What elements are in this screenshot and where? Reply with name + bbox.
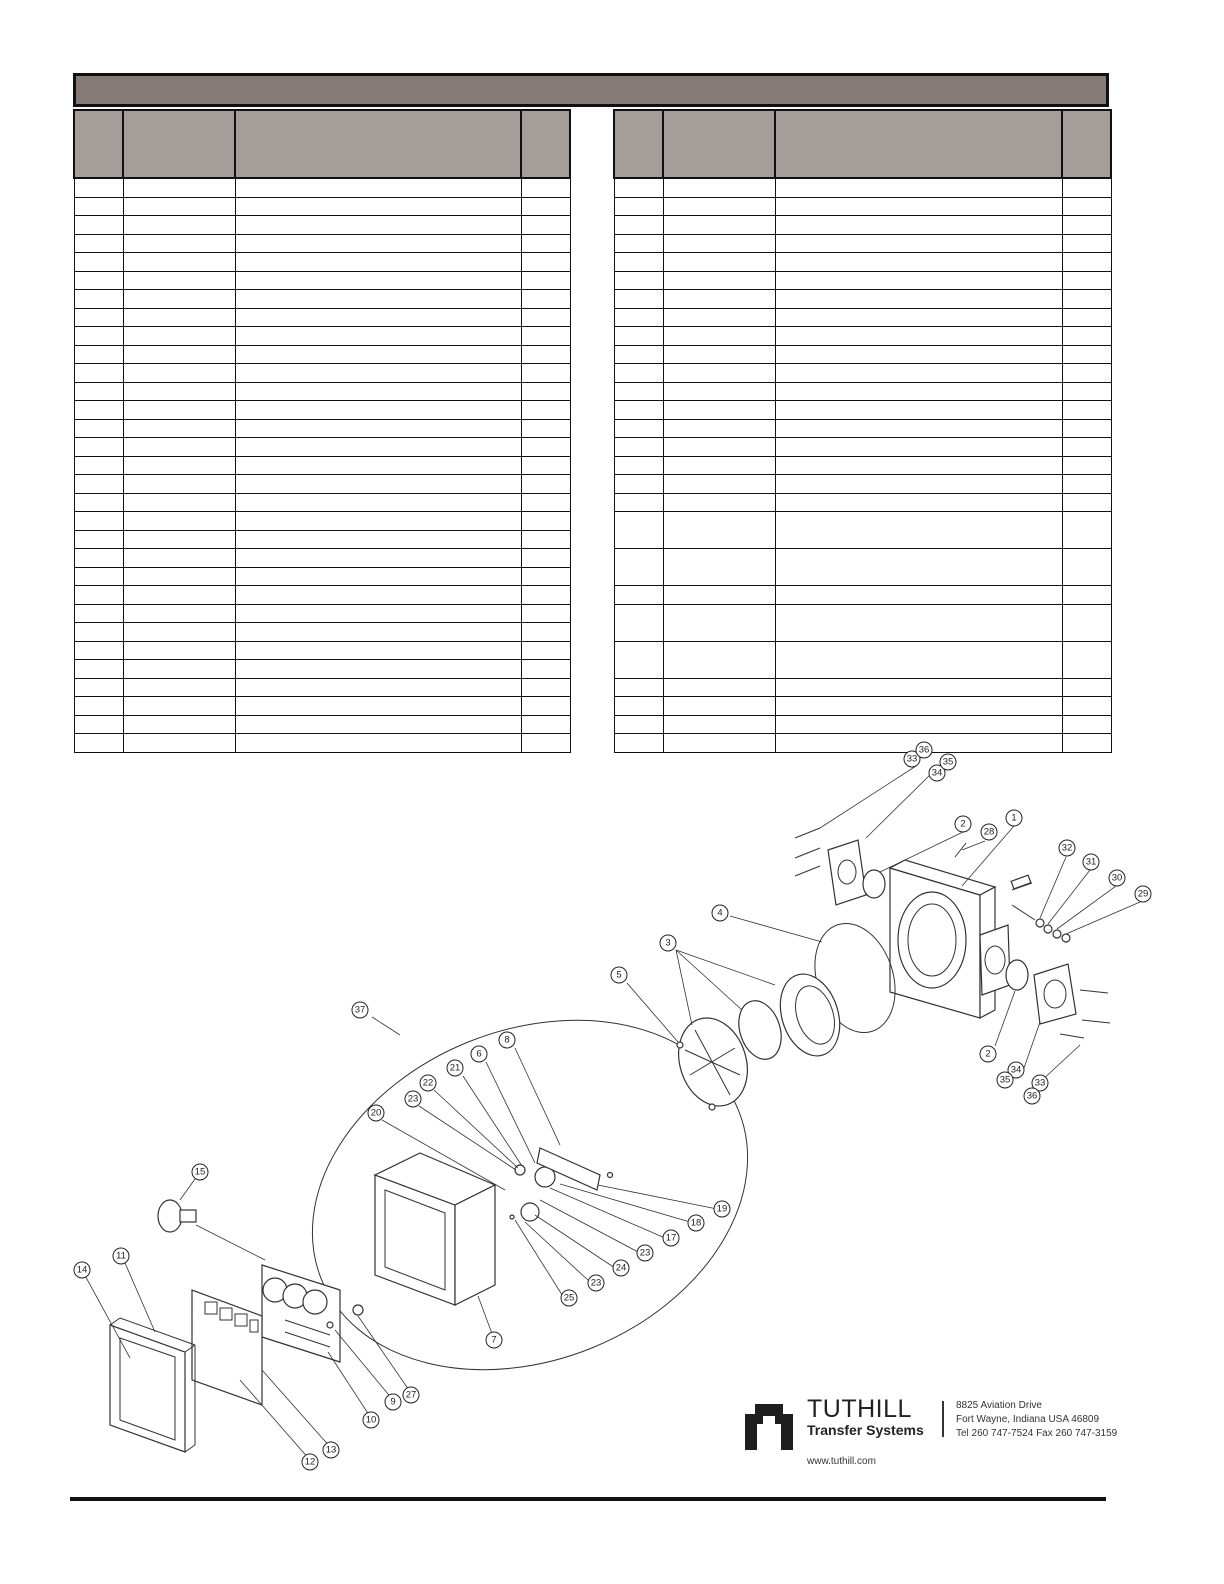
svg-text:36: 36 [918,744,930,756]
brand-subtitle: Transfer Systems [807,1422,924,1438]
svg-text:25: 25 [563,1292,575,1304]
callout-32 [1059,840,1075,856]
brand-name: TUTHILL [807,1395,912,1423]
svg-text:22: 22 [422,1077,434,1089]
logo-divider [942,1401,944,1437]
tuthill-logo-icon [745,1400,793,1450]
svg-text:23: 23 [590,1277,602,1289]
callout-14 [74,1262,90,1278]
callout-20 [368,1105,384,1121]
callout-19 [714,1201,730,1217]
callout-8 [499,1032,515,1048]
bolt-part [955,843,966,857]
callout-30 [1109,870,1125,886]
svg-text:23: 23 [407,1093,419,1105]
callout-24 [613,1260,629,1276]
callout-10 [363,1412,379,1428]
callout-37 [352,1002,368,1018]
callout-31 [1083,854,1099,870]
callout-7 [486,1332,502,1348]
callout-1 [1006,810,1022,826]
svg-text:35: 35 [942,756,954,768]
svg-text:31: 31 [1085,856,1097,868]
svg-text:11: 11 [116,1250,126,1262]
website-link[interactable]: www.tuthill.com [807,1456,876,1467]
svg-text:35: 35 [999,1074,1011,1086]
callout-23 [405,1091,421,1107]
svg-text:7: 7 [491,1334,497,1346]
svg-text:15: 15 [194,1166,206,1178]
svg-text:23: 23 [639,1247,651,1259]
svg-text:18: 18 [690,1217,702,1229]
svg-text:13: 13 [325,1444,337,1456]
bezel-frame-part [110,1318,195,1452]
svg-text:1: 1 [1011,812,1017,824]
o-ring-part [863,870,885,898]
svg-text:14: 14 [76,1264,88,1276]
callout-27 [403,1387,419,1403]
callout-6 [471,1046,487,1062]
callout-2 [955,816,971,832]
svg-text:20: 20 [370,1107,382,1119]
callout-13 [323,1442,339,1458]
callout-3 [660,935,676,951]
callout-29 [1135,886,1151,902]
svg-text:34: 34 [1010,1064,1022,1076]
callout-36 [1024,1088,1040,1104]
callout-35 [940,754,956,770]
callout-18 [688,1215,704,1231]
svg-text:9: 9 [390,1396,396,1408]
svg-text:4: 4 [717,907,723,919]
callout-35 [997,1072,1013,1088]
callout-25 [561,1290,577,1306]
svg-text:5: 5 [616,969,622,981]
callout-11 [113,1248,129,1264]
callout-21 [447,1060,463,1076]
svg-text:10: 10 [365,1414,377,1426]
svg-text:19: 19 [716,1203,728,1215]
company-logo-block [745,1397,1125,1472]
address-city: Fort Wayne, Indiana USA 46809 [956,1414,1100,1425]
svg-text:32: 32 [1061,842,1073,854]
callout-22 [420,1075,436,1091]
valve-small-parts [1012,905,1070,942]
callout-23 [637,1245,653,1261]
outlet-flange-part [1034,964,1110,1038]
svg-text:17: 17 [665,1232,677,1244]
callout-15 [192,1164,208,1180]
counter-mechanism-part [262,1265,363,1362]
svg-text:8: 8 [504,1034,510,1046]
callout-36 [916,742,932,758]
svg-text:2: 2 [985,1048,991,1060]
svg-text:30: 30 [1111,872,1123,884]
callout-23 [588,1275,604,1291]
register-housing-part [375,1153,495,1305]
address-phone: Tel 260 747-7524 Fax 260 747-3159 [956,1428,1118,1439]
cover-part [668,966,850,1115]
o-ring-part [1006,960,1028,990]
svg-text:6: 6 [476,1048,482,1060]
svg-text:12: 12 [304,1456,316,1468]
callout-17 [663,1230,679,1246]
svg-text:24: 24 [615,1262,627,1274]
svg-text:27: 27 [405,1389,417,1401]
address-street: 8825 Aviation Drive [956,1400,1042,1411]
callout-28 [981,824,997,840]
svg-text:28: 28 [983,826,995,838]
svg-text:2: 2 [960,818,966,830]
face-plate-part [192,1290,262,1405]
svg-text:37: 37 [354,1004,366,1016]
meter-housing-part [890,860,1031,1018]
svg-text:21: 21 [449,1062,461,1074]
svg-text:3: 3 [665,937,671,949]
reset-knob-part [158,1200,196,1232]
callout-2 [980,1046,996,1062]
callout-12 [302,1454,318,1470]
callout-4 [712,905,728,921]
svg-text:29: 29 [1137,888,1149,900]
svg-text:36: 36 [1026,1090,1038,1102]
svg-text:33: 33 [906,753,918,765]
footer-rule [70,1497,1106,1501]
svg-text:33: 33 [1034,1077,1046,1089]
callout-5 [611,967,627,983]
svg-text:34: 34 [931,767,943,779]
inlet-flange-part [795,828,866,905]
callout-9 [385,1394,401,1410]
